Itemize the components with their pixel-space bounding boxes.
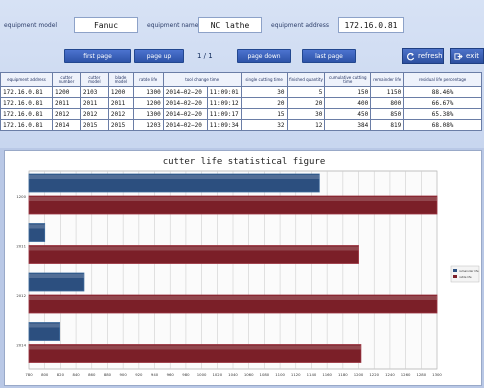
legend-label: ratde life — [459, 275, 472, 279]
col-cutter-number: cutter number — [52, 73, 80, 87]
cell-remainder-life: 819 — [371, 120, 404, 131]
cell-residual-percentage: 88.46% — [404, 87, 482, 98]
equipment-address-label: equipment address — [271, 22, 329, 29]
equipment-address-field[interactable]: 172.16.0.81 — [338, 17, 404, 33]
cell-cutter-number: 2014 — [52, 120, 80, 131]
x-tick-label: 1100 — [275, 372, 285, 377]
cell-cutter-model: 2103 — [80, 87, 108, 98]
table-row[interactable] — [1, 98, 482, 109]
cell-cutter-number: 2011 — [52, 98, 80, 109]
cell-cumulative-cutting-time: 400 — [325, 98, 371, 109]
page-indicator: 1 / 1 — [197, 52, 213, 60]
x-tick-label: 1220 — [369, 372, 380, 377]
cell-change-date: 2014−02−20 — [163, 120, 207, 131]
x-tick-label: 1240 — [385, 372, 395, 377]
legend-swatch — [453, 269, 457, 272]
cell-single-cutting-time: 15 — [241, 109, 287, 120]
x-tick-label: 860 — [88, 372, 96, 377]
x-tick-label: 1020 — [212, 372, 223, 377]
equipment-model-field[interactable]: Fanuc — [74, 17, 138, 33]
last-page-button[interactable]: last page — [302, 49, 356, 63]
exit-button[interactable] — [450, 48, 484, 64]
x-tick-label: 840 — [72, 372, 80, 377]
cell-address: 172.16.0.81 — [1, 109, 53, 120]
x-tick-label: 880 — [103, 372, 112, 377]
x-tick-label: 1300 — [432, 372, 442, 377]
x-tick-label: 900 — [119, 372, 127, 377]
x-tick-label: 1280 — [416, 372, 427, 377]
cell-blade-model: 2015 — [108, 120, 133, 131]
equipment-model-label: equipment model — [4, 22, 58, 29]
x-tick-label: 1160 — [322, 372, 332, 377]
x-tick-label: 1000 — [196, 372, 207, 377]
refresh-label: refresh — [418, 52, 443, 60]
x-tick-label: 1140 — [306, 372, 317, 377]
x-tick-label: 800 — [41, 372, 49, 377]
exit-icon — [454, 52, 463, 61]
cell-change-time: 11:09:34 — [207, 120, 241, 131]
bar-highlight — [29, 324, 60, 328]
exit-label: exit — [466, 52, 480, 60]
cell-finished-quantity: 12 — [287, 120, 325, 131]
cell-address: 172.16.0.81 — [1, 98, 53, 109]
x-tick-label: 1200 — [353, 372, 364, 377]
cutter-table — [0, 72, 482, 131]
table-header-row — [1, 73, 482, 87]
col-rated-life: ratde life — [133, 73, 163, 87]
refresh-button[interactable] — [402, 48, 444, 64]
table-row[interactable] — [1, 109, 482, 120]
life-bar-chart — [5, 151, 483, 387]
bar-highlight — [29, 346, 361, 350]
cell-rated-life: 1300 — [133, 109, 163, 120]
bar-highlight — [29, 274, 84, 278]
cell-cumulative-cutting-time: 450 — [325, 109, 371, 120]
x-tick-label: 1260 — [400, 372, 411, 377]
y-category-label: 2011 — [16, 243, 26, 249]
cell-finished-quantity: 30 — [287, 109, 325, 120]
x-tick-label: 820 — [56, 372, 65, 377]
cell-cutter-model: 2011 — [80, 98, 108, 109]
bar-highlight — [29, 296, 437, 300]
legend-swatch — [453, 275, 457, 278]
x-tick-label: 1060 — [243, 372, 254, 377]
bar-highlight — [29, 175, 319, 179]
cell-cutter-number: 2012 — [52, 109, 80, 120]
table-row[interactable] — [1, 120, 482, 131]
cell-blade-model: 2011 — [108, 98, 133, 109]
cell-cumulative-cutting-time: 150 — [325, 87, 371, 98]
cell-residual-percentage: 68.08% — [404, 120, 482, 131]
y-category-label: 2012 — [16, 292, 26, 298]
first-page-button[interactable]: first page — [64, 49, 131, 63]
x-tick-label: 1180 — [338, 372, 348, 377]
equipment-name-field[interactable]: NC lathe — [198, 17, 262, 33]
cell-residual-percentage: 66.67% — [404, 98, 482, 109]
x-tick-label: 780 — [25, 372, 33, 377]
cell-cutter-model: 2012 — [80, 109, 108, 120]
x-tick-label: 1040 — [228, 372, 238, 377]
x-tick-label: 940 — [150, 372, 159, 377]
cell-change-time: 11:09:17 — [207, 109, 241, 120]
cell-change-time: 11:09:01 — [207, 87, 241, 98]
cell-cutter-model: 2015 — [80, 120, 108, 131]
x-tick-label: 1080 — [259, 372, 270, 377]
y-category-label: 1200 — [16, 193, 26, 199]
cell-change-date: 2014−02−20 — [163, 98, 207, 109]
cell-rated-life: 1300 — [133, 87, 163, 98]
cell-single-cutting-time: 20 — [241, 98, 287, 109]
x-tick-label: 1120 — [290, 372, 301, 377]
cell-blade-model: 1200 — [108, 87, 133, 98]
cell-residual-percentage: 65.38% — [404, 109, 482, 120]
cell-address: 172.16.0.81 — [1, 87, 53, 98]
col-tool-change-time: tool change time — [163, 73, 241, 87]
cell-change-time: 11:09:12 — [207, 98, 241, 109]
cell-remainder-life: 1150 — [371, 87, 404, 98]
cell-change-date: 2014−02−20 — [163, 109, 207, 120]
cell-remainder-life: 800 — [371, 98, 404, 109]
bar-highlight — [29, 197, 437, 201]
cell-cumulative-cutting-time: 384 — [325, 120, 371, 131]
col-residual-life-percentage: residual life percentage — [404, 73, 482, 87]
refresh-icon — [406, 52, 415, 61]
bar-highlight — [29, 247, 359, 251]
x-tick-label: 920 — [135, 372, 143, 377]
legend-label: remainder life — [459, 269, 479, 273]
page-down-button[interactable]: page down — [237, 49, 291, 63]
cell-rated-life: 1200 — [133, 98, 163, 109]
col-cumulative-cutting-time: cumulative cutting time — [325, 73, 371, 87]
page-up-button[interactable]: page up — [134, 49, 184, 63]
cell-blade-model: 2012 — [108, 109, 133, 120]
table-row[interactable] — [1, 87, 482, 98]
col-single-cutting-time: single cutting time — [241, 73, 287, 87]
bar-highlight — [29, 225, 45, 229]
cell-finished-quantity: 20 — [287, 98, 325, 109]
cell-rated-life: 1203 — [133, 120, 163, 131]
col-equipment-address: equipment address — [1, 73, 53, 87]
cell-single-cutting-time: 32 — [241, 120, 287, 131]
cell-single-cutting-time: 30 — [241, 87, 287, 98]
equipment-name-label: equipment name — [147, 22, 199, 29]
col-blade-model: blade model — [108, 73, 133, 87]
cell-remainder-life: 850 — [371, 109, 404, 120]
x-tick-label: 980 — [182, 372, 190, 377]
chart-title: cutter life statistical figure — [162, 157, 326, 167]
col-finished-quantity: finished quantity — [287, 73, 325, 87]
x-tick-label: 960 — [166, 372, 174, 377]
y-category-label: 2014 — [16, 342, 26, 348]
col-cutter-model: cutter model — [80, 73, 108, 87]
cell-cutter-number: 1200 — [52, 87, 80, 98]
chart-panel — [4, 150, 482, 386]
cell-change-date: 2014−02−20 — [163, 87, 207, 98]
col-remainder-life: remainder life — [371, 73, 404, 87]
cell-finished-quantity: 5 — [287, 87, 325, 98]
cell-address: 172.16.0.81 — [1, 120, 53, 131]
